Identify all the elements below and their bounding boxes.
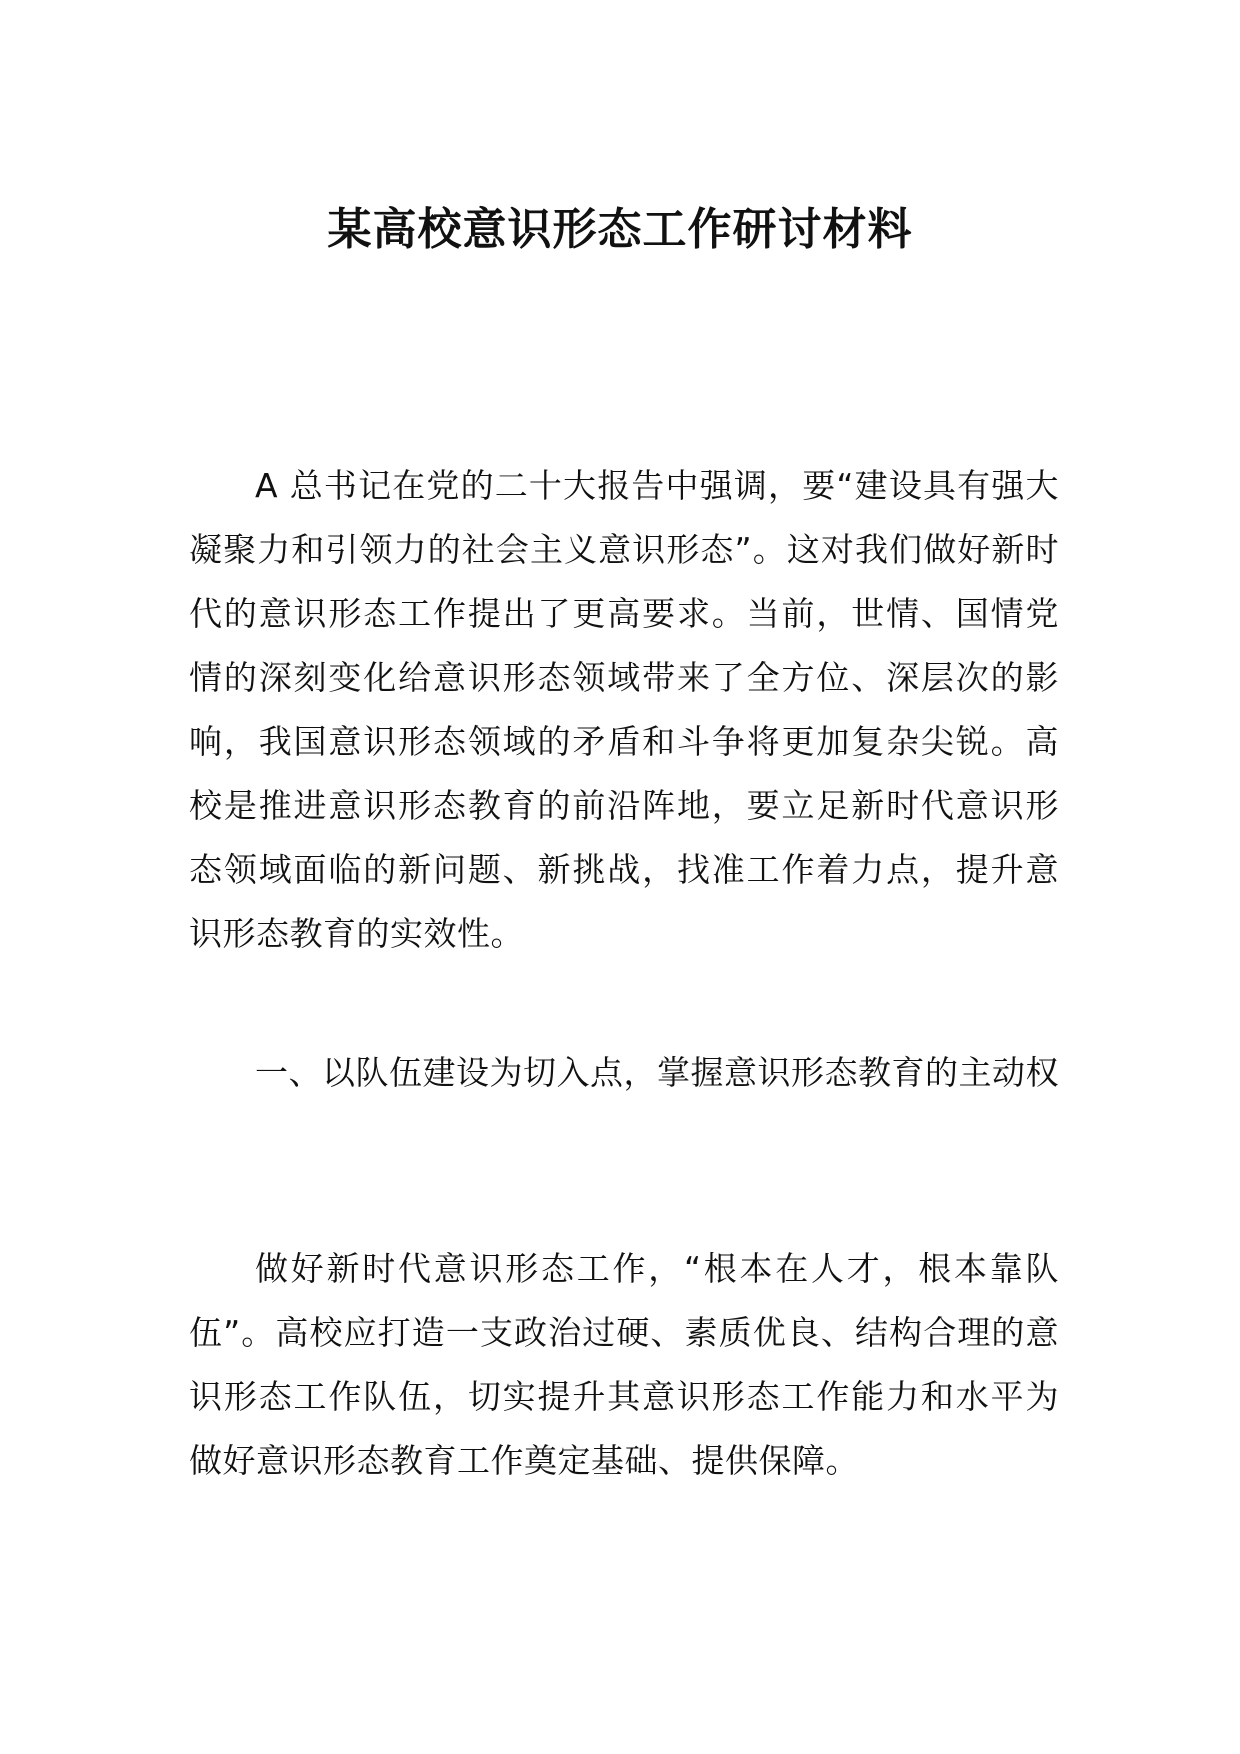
intro-paragraph: A 总书记在党的二十大报告中强调，要“建设具有强大凝聚力和引领力的社会主义意识形态”。这对我们做好新时代的意识形态工作提出了更高要求。当前，世情、国情党情的深刻变化给意识形态领域带来了全方位、深层次的影响，我国意识形态领域的矛盾和斗争将更加复杂尖锐。高校是推进意识形态教育的前沿阵地，要立足新时代意识形态领域面临的新问题、新挑战，找准工作着力点，提升意识形态教育的实效性。	[189, 466, 1059, 953]
document-title: 某高校意识形态工作研讨材料	[327, 204, 913, 255]
section-heading-1: 一、以队伍建设为切入点，掌握意识形态教育的主动权	[255, 1053, 1059, 1092]
section-1-paragraph: 做好新时代意识形态工作，“根本在人才，根本靠队伍”。高校应打造一支政治过硬、素质优良、结构合理的意识形态工作队伍，切实提升其意识形态工作能力和水平为做好意识形态教育工作奠定基础、提供保障。	[189, 1249, 1059, 1480]
